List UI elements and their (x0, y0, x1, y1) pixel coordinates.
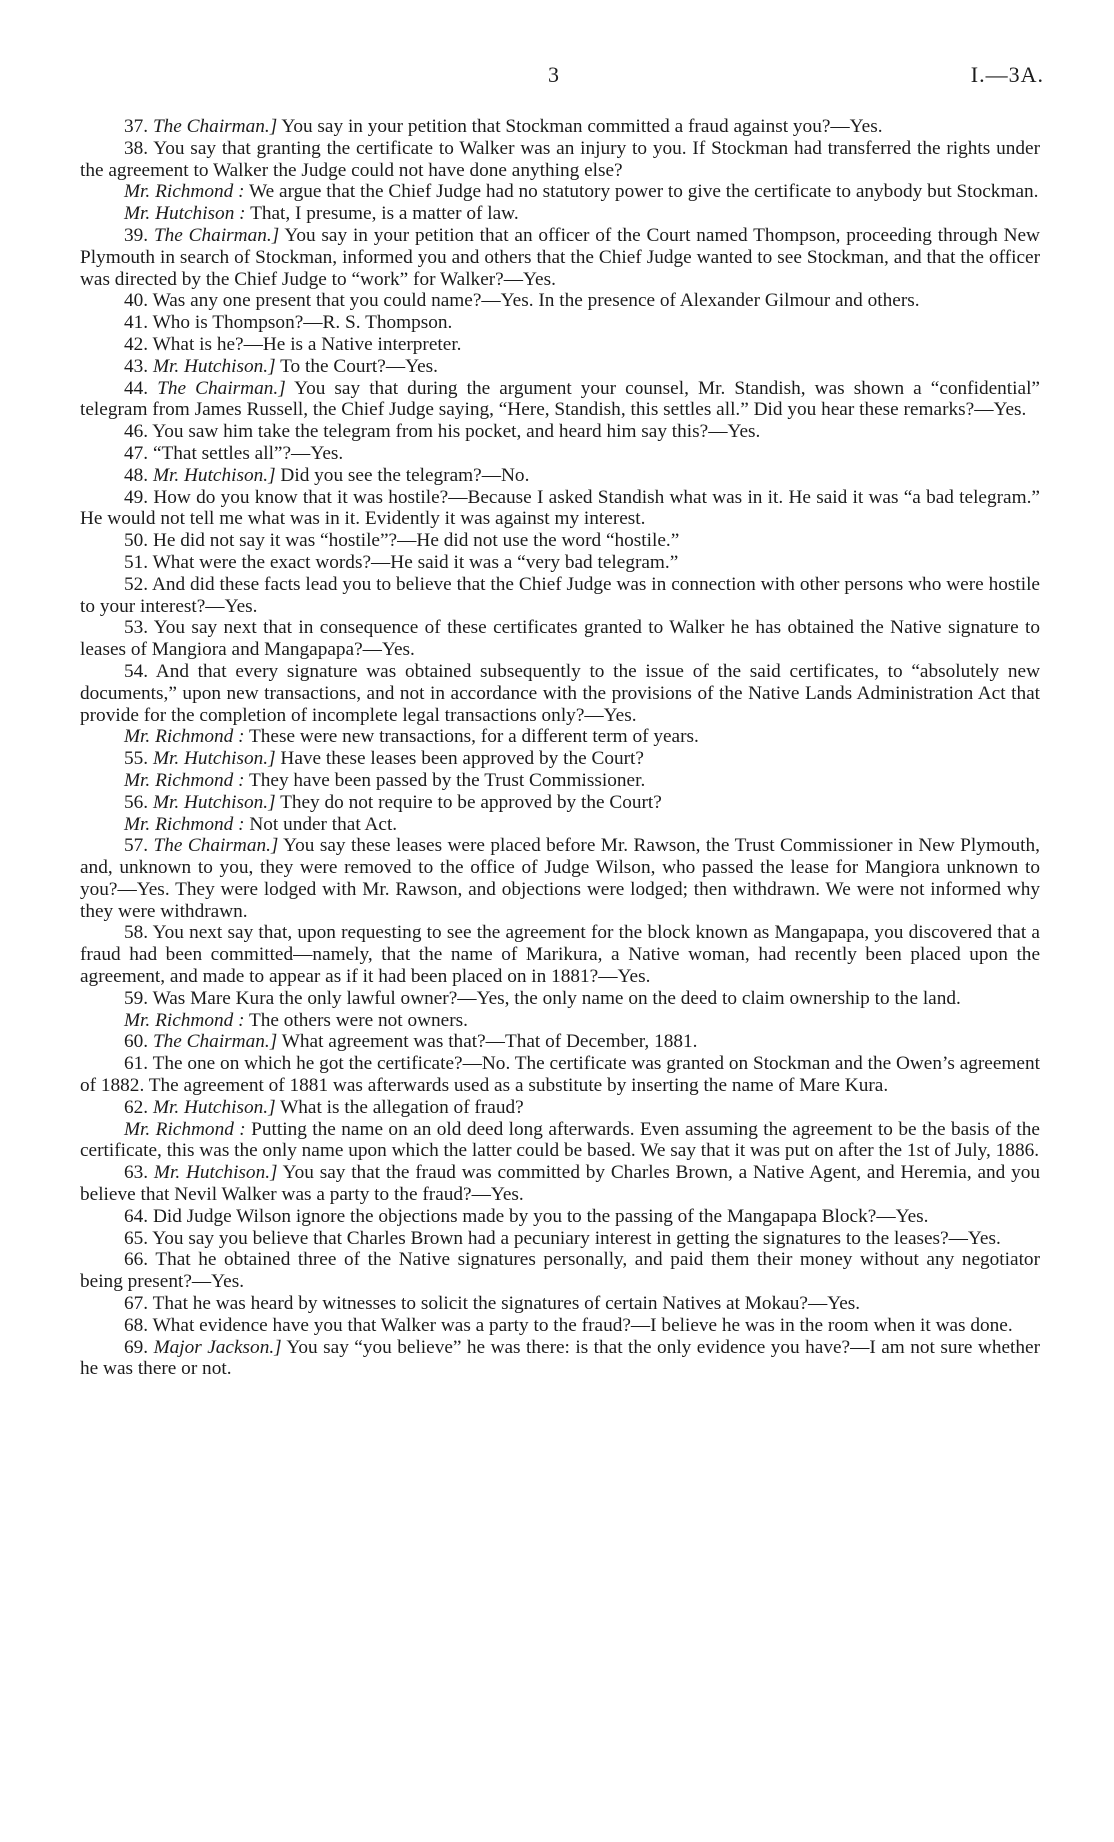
paragraph-text: You say “you believe” he was there: is that the only evidence you have?—I am not sure whether he was there or not. (80, 1336, 1041, 1380)
transcript-paragraph (80, 225, 1040, 290)
speaker-label: Mr. Richmond : (124, 1009, 245, 1031)
question-number: 67. (124, 1293, 149, 1315)
transcript-paragraph (80, 1119, 1040, 1163)
question-number: 68. (124, 1314, 149, 1336)
question-number: 66. (124, 1249, 149, 1271)
question-number: 61. (124, 1053, 149, 1075)
transcript-paragraph (80, 1206, 1040, 1228)
paragraph-text: What is the allegation of fraud? (280, 1096, 524, 1118)
transcript-paragraph (80, 748, 1040, 770)
question-number: 65. (124, 1227, 149, 1249)
speaker-label: The Chairman.] (153, 224, 280, 246)
speaker-label: Mr. Richmond : (124, 1118, 246, 1140)
paragraph-text: Who is Thompson?—R. S. Thompson. (152, 312, 453, 334)
transcript-paragraph (80, 1337, 1040, 1381)
transcript-paragraph (80, 1228, 1040, 1250)
transcript-paragraph (80, 487, 1040, 531)
question-number: 58. (124, 922, 149, 944)
paragraph-text: And did these facts lead you to believe that the Chief Judge was in connection with other persons who were hostile to your interest?—Yes. (80, 573, 1040, 617)
transcript-paragraph (80, 988, 1040, 1010)
question-number: 62. (124, 1096, 149, 1118)
transcript-paragraph (80, 835, 1040, 922)
transcript-paragraph (80, 792, 1040, 814)
transcript-paragraph (80, 770, 1040, 792)
question-number: 41. (124, 312, 149, 334)
transcript-paragraph (80, 1293, 1040, 1315)
paragraph-text: They do not require to be approved by the Court? (280, 791, 662, 813)
question-number: 52. (124, 573, 149, 595)
speaker-label: Mr. Hutchison.] (152, 464, 276, 486)
transcript-paragraph (80, 1249, 1040, 1293)
paragraph-text: Did you see the telegram?—No. (280, 464, 530, 486)
paragraph-text: That he obtained three of the Native signatures personally, and paid them their money without any negotiator being present?—Yes. (80, 1249, 1040, 1293)
paragraph-text: What evidence have you that Walker was a party to the fraud?—I believe he was in the room when it was done. (152, 1314, 1013, 1336)
transcript-paragraph (80, 922, 1040, 987)
transcript-paragraph (80, 1031, 1040, 1053)
question-number: 37. (124, 116, 149, 137)
question-number: 60. (124, 1031, 149, 1053)
speaker-label: Mr. Hutchison.] (152, 748, 276, 770)
question-number: 43. (124, 355, 149, 377)
question-number: 63. (124, 1162, 149, 1184)
paragraph-text: “That settles all”?—Yes. (152, 442, 344, 464)
speaker-label: The Chairman.] (153, 835, 279, 857)
question-number: 50. (124, 530, 149, 552)
question-number: 47. (124, 442, 149, 464)
page-header (0, 62, 1114, 102)
paragraph-text: They have been passed by the Trust Commissioner. (248, 769, 646, 791)
transcript-paragraph (80, 290, 1040, 312)
paragraph-text: You say next that in consequence of these certificates granted to Walker he has obtained the Native signature to leases of Mangiora and Mangapapa?—Yes. (80, 617, 1041, 661)
paragraph-text: And that every signature was obtained subsequently to the issue of the said certificates, to “absolutely new documents,” upon new transactions, and not in accordance with the provisions of the Native Lands Administration Act that provide for the completion of incomplete legal transactions only?—Yes. (80, 660, 1040, 726)
transcript-paragraph (80, 378, 1040, 422)
paragraph-text: You say that the fraud was committed by Charles Brown, a Native Agent, and Heremia, and you believe that Nevil Walker was a party to the fraud?—Yes. (80, 1162, 1040, 1206)
question-number: 44. (124, 377, 149, 399)
transcript-paragraph (80, 661, 1040, 726)
question-number: 48. (124, 464, 149, 486)
speaker-label: Mr. Hutchison : (124, 203, 246, 225)
paragraph-text: To the Court?—Yes. (280, 355, 438, 377)
paragraph-text: You say in your petition that Stockman committed a fraud against you?—Yes. (281, 116, 883, 137)
transcript-paragraph (80, 1097, 1040, 1119)
paragraph-text: That, I presume, is a matter of law. (250, 203, 519, 225)
transcript-paragraph (80, 726, 1040, 748)
question-number: 42. (124, 333, 149, 355)
question-number: 55. (124, 748, 149, 770)
question-number: 53. (124, 617, 149, 639)
paragraph-text: You say that during the argument your counsel, Mr. Standish, was shown a “confidential” telegram from James Russell, the Chief Judge saying, “Here, Standish, this settles all.” Did you hear these remarks?—Yes. (80, 377, 1040, 421)
question-number: 51. (124, 551, 149, 573)
paragraph-text: The one on which he got the certificate?—No. The certificate was granted on Stockman and the Owen’s agreement of 1882. The agreement of 1881 was afterwards used as a substitute by inserting the name of Mare Kura. (80, 1053, 1040, 1097)
paragraph-text: What is he?—He is a Native interpreter. (152, 333, 462, 355)
paragraph-text: What agreement was that?—That of December, 1881. (281, 1031, 698, 1053)
question-number: 56. (124, 791, 149, 813)
transcript-paragraph (80, 443, 1040, 465)
transcript-paragraph (80, 530, 1040, 552)
transcript-paragraph (80, 552, 1040, 574)
paragraph-text: We argue that the Chief Judge had no statutory power to give the certificate to anybody but Stockman. (248, 181, 1039, 203)
speaker-label: Mr. Hutchison.] (152, 355, 276, 377)
question-number: 59. (124, 987, 149, 1009)
page-number: 3 (548, 62, 559, 87)
question-number: 38. (124, 137, 149, 159)
speaker-label: The Chairman.] (157, 377, 286, 399)
paragraph-text: Putting the name on an old deed long afterwards. Even assuming the agreement to be the basis of the certificate, this was the only name upon which the latter could be based. We say that it was put on after the 1st of July, 1886. (80, 1118, 1040, 1162)
transcript-paragraph (80, 1162, 1040, 1206)
transcript-paragraph (80, 617, 1040, 661)
paragraph-text: These were new transactions, for a different term of years. (248, 726, 699, 748)
speaker-label: Major Jackson.] (153, 1336, 282, 1358)
paragraph-text: Have these leases been approved by the Court? (280, 748, 644, 770)
paragraph-text: What were the exact words?—He said it was a “very bad telegram.” (152, 551, 679, 573)
transcript-paragraph (80, 1053, 1040, 1097)
paragraph-text: You next say that, upon requesting to see the agreement for the block known as Mangapapa, you discovered that a fraud had been committed—namely, that the name of Marikura, a Native woman, had recently been placed upon the agreement, and made to appear as if it had been placed on in 1881?—Yes. (80, 922, 1040, 988)
paragraph-text: Did Judge Wilson ignore the objections made by you to the passing of the Mangapapa Block?—Yes. (152, 1205, 929, 1227)
paragraph-text: The others were not owners. (248, 1009, 468, 1031)
speaker-label: The Chairman.] (152, 116, 278, 137)
transcript-paragraph (80, 1010, 1040, 1032)
transcript-paragraph (80, 203, 1040, 225)
question-number: 57. (124, 835, 149, 857)
speaker-label: The Chairman.] (152, 1031, 278, 1053)
speaker-label: Mr. Richmond : (124, 813, 245, 835)
transcript-paragraph (80, 334, 1040, 356)
paragraph-text: Was any one present that you could name?—Yes. In the presence of Alexander Gilmour and others. (152, 290, 920, 312)
question-number: 69. (124, 1336, 149, 1358)
speaker-label: Mr. Hutchison.] (152, 791, 276, 813)
paragraph-text: You say in your petition that an officer of the Court named Thompson, proceeding through New Plymouth in search of Stockman, informed you and others that the Chief Judge wanted to see Stockman, and that the officer was directed by the Chief Judge to “work” for Walker?—Yes. (80, 224, 1040, 290)
paragraph-text: He did not say it was “hostile”?—He did not use the word “hostile.” (152, 530, 680, 552)
question-number: 46. (124, 421, 149, 443)
paragraph-text: You say you believe that Charles Brown had a pecuniary interest in getting the signatures to the leases?—Yes. (152, 1227, 1001, 1249)
speaker-label: Mr. Richmond : (124, 769, 245, 791)
transcript-paragraph (80, 116, 1040, 138)
paragraph-text: That he was heard by witnesses to solicit the signatures of certain Natives at Mokau?—Yes. (152, 1293, 861, 1315)
document-reference: I.—3A. (970, 62, 1044, 87)
paragraph-text: You saw him take the telegram from his pocket, and heard him say this?—Yes. (152, 421, 761, 443)
paragraph-text: Not under that Act. (249, 813, 398, 835)
transcript-paragraph (80, 312, 1040, 334)
transcript-paragraph (80, 356, 1040, 378)
speaker-label: Mr. Richmond : (124, 726, 245, 748)
question-number: 49. (124, 486, 149, 508)
question-number: 40. (124, 290, 149, 312)
paragraph-text: How do you know that it was hostile?—Because I asked Standish what was in it. He said it was “a bad telegram.” He would not tell me what was in it. Evidently it was against my interest. (80, 486, 1040, 530)
evidence-transcript (80, 116, 1040, 1380)
question-number: 64. (124, 1205, 149, 1227)
paragraph-text: Was Mare Kura the only lawful owner?—Yes, the only name on the deed to claim ownership to the land. (152, 987, 961, 1009)
speaker-label: Mr. Hutchison.] (153, 1162, 278, 1184)
paragraph-text: You say that granting the certificate to Walker was an injury to you. If Stockman had transferred the rights under the agreement to Walker the Judge could not have done anything else? (80, 137, 1040, 181)
transcript-paragraph (80, 421, 1040, 443)
question-number: 54. (124, 660, 149, 682)
transcript-paragraph (80, 181, 1040, 203)
paragraph-text: You say these leases were placed before Mr. Rawson, the Trust Commissioner in New Plymouth, and, unknown to you, they were removed to the office of Judge Wilson, who passed the lease for Mangiora unknown to you?—Yes. They were lodged with Mr. Rawson, and objections were lodged; then withdrawn. We were not informed why they were withdrawn. (80, 835, 1040, 922)
transcript-paragraph (80, 814, 1040, 836)
transcript-paragraph (80, 574, 1040, 618)
question-number: 39. (124, 224, 149, 246)
transcript-paragraph (80, 465, 1040, 487)
speaker-label: Mr. Richmond : (124, 181, 245, 203)
transcript-paragraph (80, 1315, 1040, 1337)
speaker-label: Mr. Hutchison.] (152, 1096, 276, 1118)
transcript-paragraph (80, 138, 1040, 182)
